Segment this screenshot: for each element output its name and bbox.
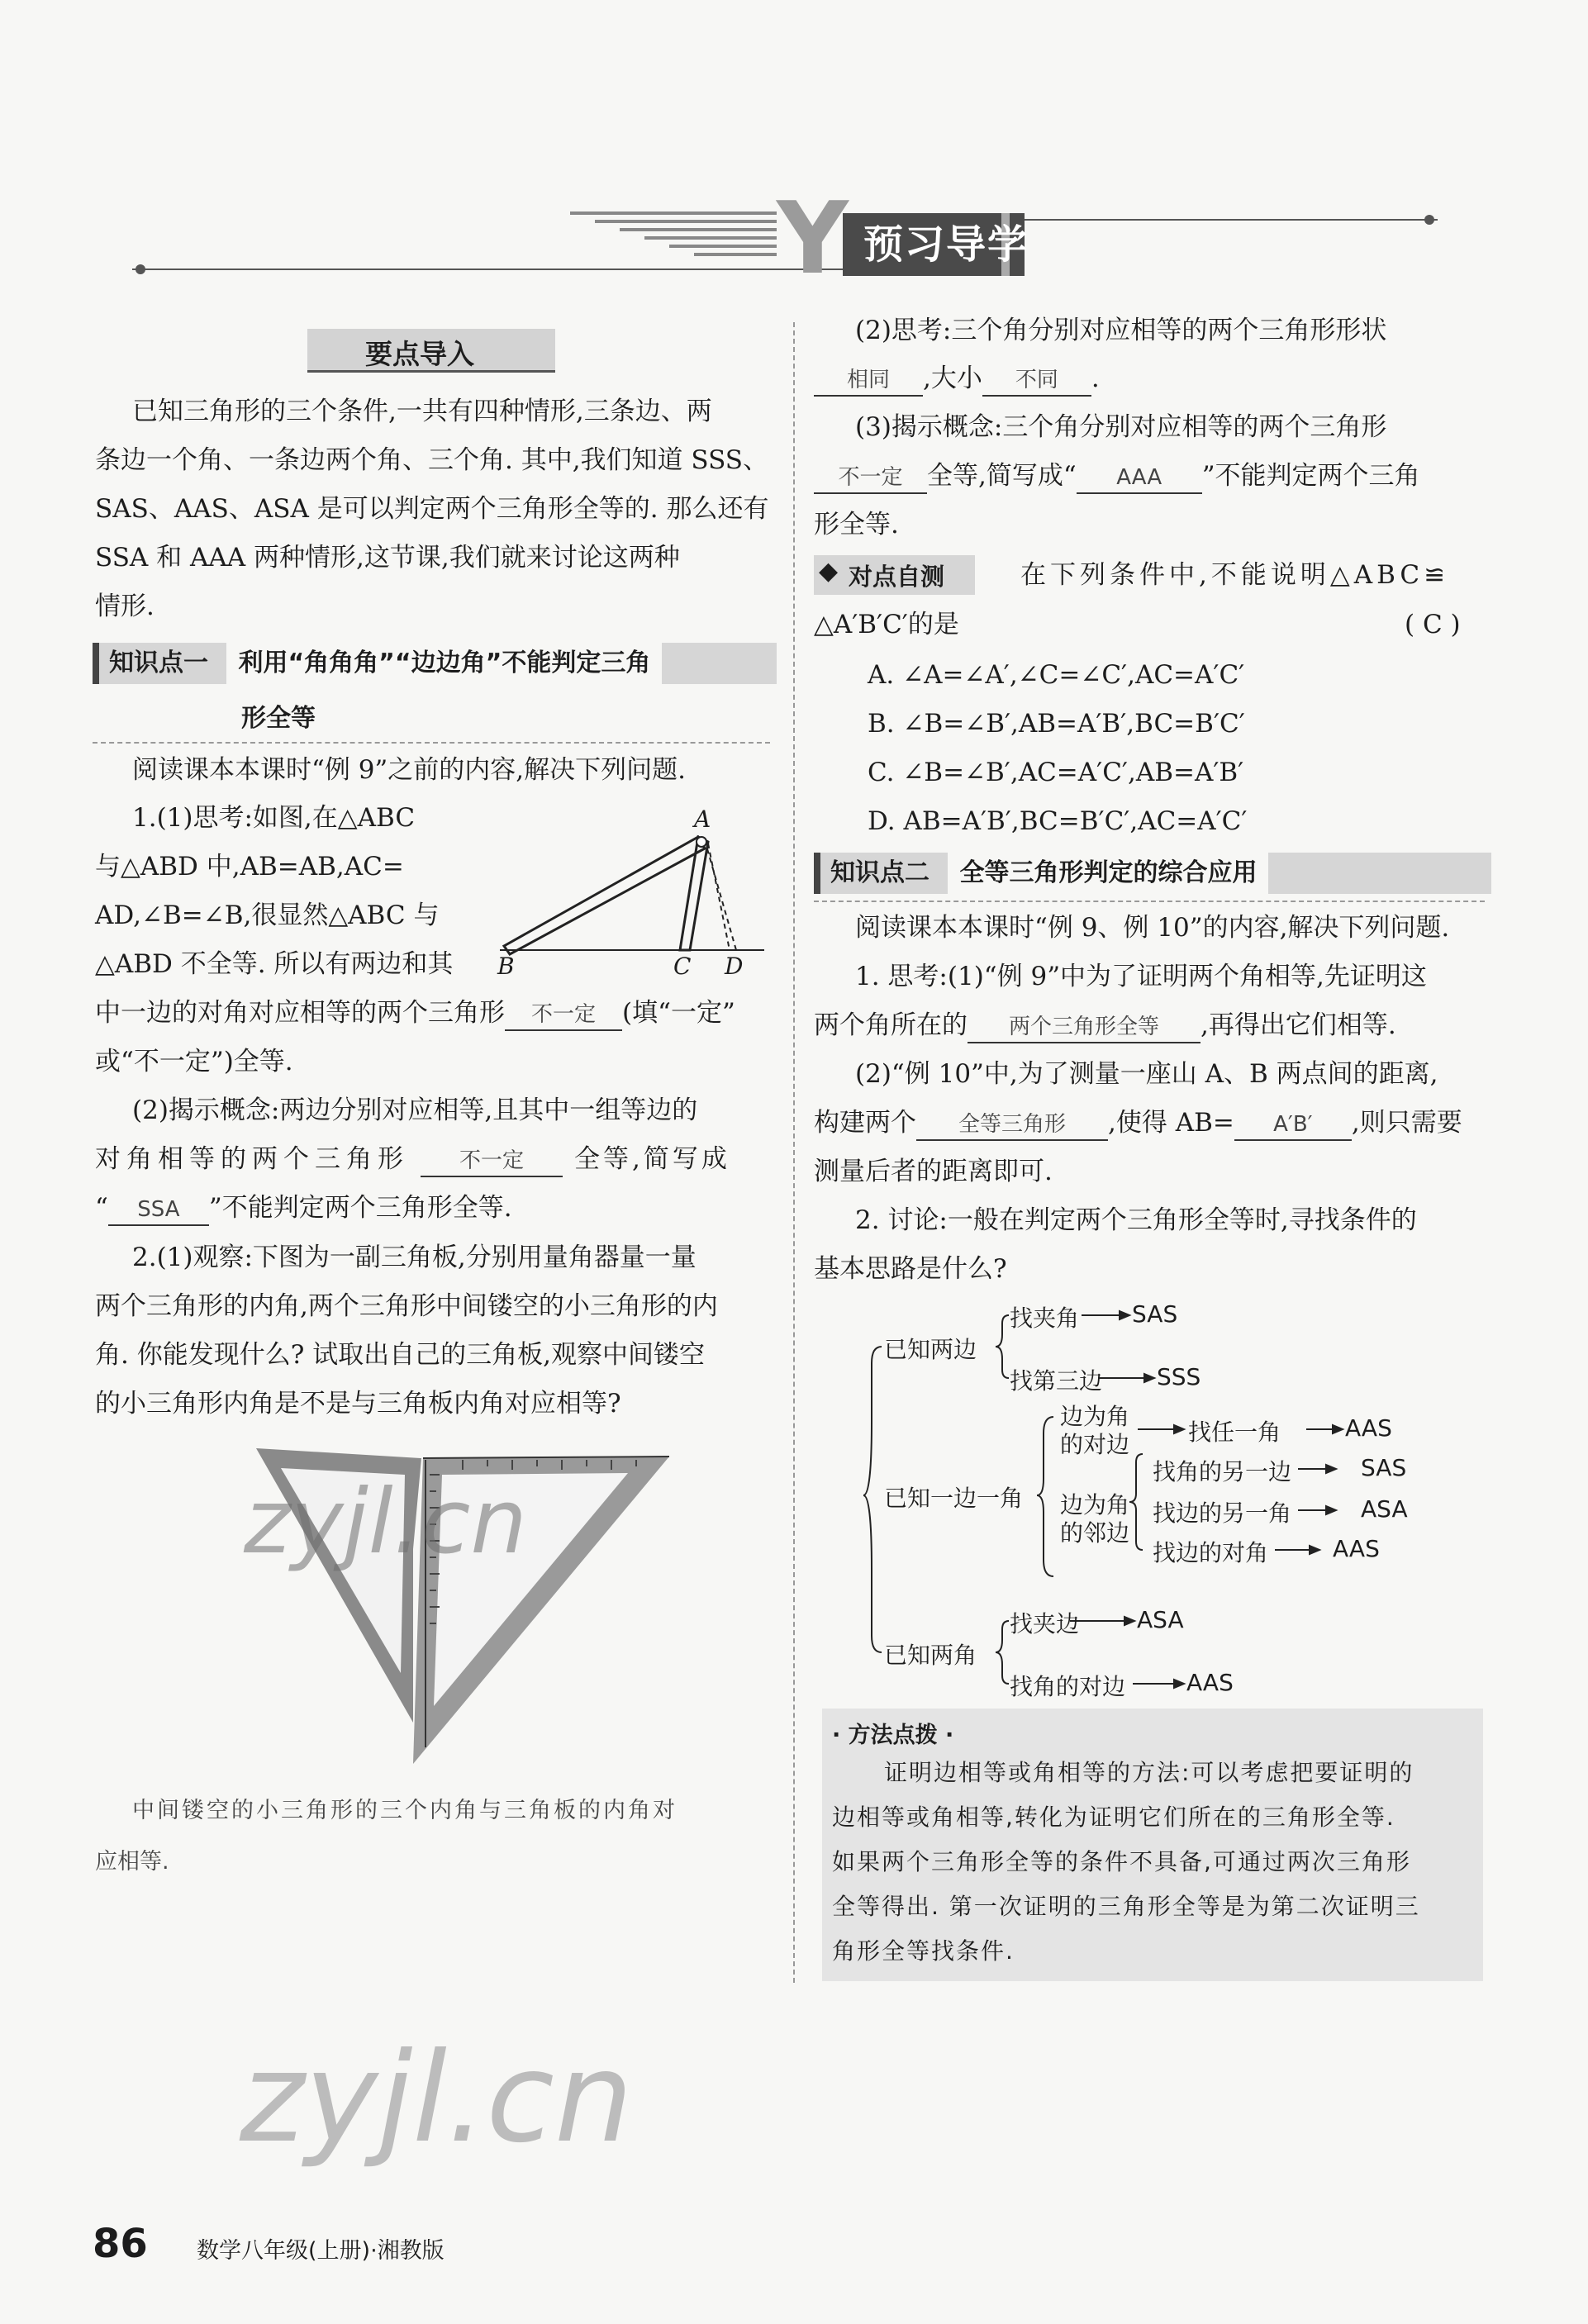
column-divider: [793, 322, 795, 1983]
kp2-header: [814, 853, 1491, 894]
fig-label-D: D: [725, 953, 744, 980]
diamond-icon: ◆: [819, 557, 839, 586]
method-line: 边相等或角相等,转化为证明它们所在的三角形全等.: [832, 1804, 1395, 1831]
k2-answer-blank-1: 全等三角形: [916, 1110, 1108, 1141]
kp1-title: 利用“角角角”“边边角”不能判定三角: [226, 643, 662, 684]
intro-title-box: [307, 329, 555, 373]
watermark-small: zyjl.cn: [244, 1471, 527, 1574]
k2-line3: 测量后者的距离即可.: [814, 1157, 1053, 1186]
tree-g2a-l2: 的对边: [1060, 1431, 1130, 1458]
tree-g2b-l2: 的邻边: [1060, 1519, 1130, 1547]
tree-g1b-result: SSS: [1157, 1363, 1201, 1390]
option-c: C. ∠B=∠B′,AC=A′C′,AB=A′B′: [868, 758, 1244, 787]
discuss-line1: 2. 讨论:一般在判定两个三角形全等时,寻找条件的: [855, 1205, 1417, 1235]
tree-g1: 已知两边: [884, 1336, 977, 1363]
tree-g2: 已知一边一角: [884, 1485, 1024, 1512]
kp1-header: [93, 643, 777, 684]
intro-line: 已知三角形的三个条件,一共有四种情形,三条边、两: [132, 397, 712, 426]
read-instruction-2: 阅读课本本课时“例 9、例 10”的内容,解决下列问题.: [855, 913, 1450, 943]
q2-line1: (2)揭示概念:两边分别对应相等,且其中一组等边的: [132, 1095, 698, 1125]
k1-line1: 1. 思考:(1)“例 9”中为了证明两个角相等,先证明这: [855, 962, 1427, 991]
k2-line1: (2)“例 10”中,为了测量一座山 A、B 两点间的距离,: [855, 1059, 1438, 1089]
kp2-tag: 知识点二: [830, 858, 930, 887]
q1-line: 1.(1)思考:如图,在△ABC: [132, 803, 416, 833]
q2-text: 对角相等的两个三角形: [95, 1144, 409, 1174]
method-line: 证明边相等或角相等的方法:可以考虑把要证明的: [884, 1759, 1414, 1786]
k1-text: ,再得出它们相等.: [1201, 1010, 1396, 1040]
tree-g3a: 找夹边: [1010, 1610, 1080, 1637]
option-a: A. ∠A=∠A′,∠C=∠C′,AC=A′C′: [868, 660, 1245, 690]
tree-g1a-result: SAS: [1132, 1300, 1178, 1328]
tree-g2b2: 找边的另一角: [1153, 1499, 1292, 1527]
tree-g2b3-result: AAS: [1333, 1535, 1380, 1562]
watermark-big: zyjl.cn: [240, 2027, 634, 2170]
r-q2-answer-1: 相同: [814, 365, 923, 397]
r-q3-text: 全等,简写成“: [927, 461, 1077, 491]
tree-g2b-l1: 边为角: [1060, 1491, 1130, 1518]
q2-text: “: [95, 1193, 108, 1223]
selftest-line2: △A′B′C′的是: [814, 610, 959, 639]
q1-line5: [95, 996, 735, 1031]
r-q2-text: .: [1091, 364, 1100, 393]
r-q3-line1: (3)揭示概念:三个角分别对应相等的两个三角形: [855, 412, 1387, 442]
photo-answer-line: 应相等.: [95, 1849, 169, 1875]
r-q3-line2: [814, 459, 1420, 494]
q2-text: 全等,简写成: [574, 1144, 730, 1174]
selftest-tag: 对点自测: [849, 563, 945, 591]
tree-g3: 已知两角: [884, 1642, 977, 1669]
tree-g2b3: 找边的对角: [1153, 1539, 1269, 1566]
page-number: 86: [93, 2221, 148, 2267]
header-banner: [132, 182, 1454, 297]
method-box: [822, 1709, 1483, 1981]
book-title: 数学八年级(上册)·湘教版: [197, 2238, 445, 2264]
k2-line2: [814, 1106, 1462, 1141]
option-b: B. ∠B=∠B′,AB=A′B′,BC=B′C′: [868, 709, 1245, 739]
k2-text: ,使得 AB=: [1108, 1108, 1234, 1138]
banner-letter: Y: [777, 182, 849, 297]
tree-g2a-cond: 找任一角: [1188, 1419, 1281, 1446]
selftest-line1: 在下列条件中,不能说明△ABC≌: [1020, 560, 1450, 590]
r-q3-text: ”不能判定两个三角: [1201, 461, 1420, 491]
fig-label-A: A: [694, 806, 711, 833]
q3-line: 两个三角形的内角,两个三角形中间镂空的小三角形的内: [95, 1291, 718, 1321]
r-q3-answer-1: 不一定: [814, 463, 927, 494]
option-d: D. AB=A′B′,BC=B′C′,AC=A′C′: [868, 806, 1248, 836]
r-q2-line2: [814, 362, 1100, 397]
kp1-tag: 知识点一: [109, 649, 208, 677]
r-q3-answer-2: AAA: [1077, 463, 1202, 494]
kp1-title-line2: 形全等: [241, 704, 316, 733]
q1-text: 中一边的对角对应相等的两个三角形: [95, 998, 505, 1028]
fig-label-C: C: [673, 953, 692, 980]
q1-text: (填“一定”: [622, 998, 735, 1028]
r-q2-line1: (2)思考:三个角分别对应相等的两个三角形形状: [855, 316, 1387, 345]
intro-line: SSA 和 AAA 两种情形,这节课,我们就来讨论这两种: [95, 543, 680, 573]
q3-line: 的小三角形内角是不是与三角板内角对应相等?: [95, 1389, 621, 1419]
q2-line3: [95, 1191, 512, 1226]
r-q2-text: ,大小: [923, 364, 982, 393]
tree-g1b: 找第三边: [1010, 1367, 1103, 1395]
q1-line: △ABD 不全等. 所以有两边和其: [95, 949, 454, 979]
k2-answer-blank-2: A′B′: [1234, 1110, 1352, 1141]
tree-g2a-result: AAS: [1345, 1414, 1392, 1442]
r-q2-answer-2: 不同: [982, 365, 1091, 397]
selftest-answer: ( C ): [1405, 610, 1461, 639]
tree-g2b1-result: SAS: [1361, 1454, 1407, 1481]
photo-answer-line: 中间镂空的小三角形的三个内角与三角板的内角对: [132, 1798, 678, 1823]
tree-g2a-l1: 边为角: [1060, 1403, 1130, 1430]
discuss-line2: 基本思路是什么?: [814, 1254, 1007, 1284]
intro-line: 条边一个角、一条边两个角、三个角. 其中,我们知道 SSS、: [95, 445, 769, 475]
q3-line: 2.(1)观察:下图为一副三角板,分别用量角器量一量: [132, 1243, 697, 1272]
selftest-tag-box: [814, 555, 975, 595]
q2-text: ”不能判定两个三角形全等.: [208, 1193, 512, 1223]
intro-title: 要点导入: [365, 338, 474, 370]
q3-line: 角. 你能发现什么? 试取出自己的三角板,观察中间镂空: [95, 1340, 706, 1370]
tree-g1a: 找夹角: [1010, 1305, 1080, 1332]
method-line: 角形全等找条件.: [832, 1937, 1015, 1965]
r-q3-line3: 形全等.: [814, 510, 899, 539]
tree-g3b: 找角的对边: [1010, 1673, 1126, 1700]
intro-line: 情形.: [95, 592, 155, 621]
q1-line: 与△ABD 中,AB=AB,AC=: [95, 852, 404, 882]
kp2-title: 全等三角形判定的综合应用: [948, 853, 1268, 894]
k1-answer-blank: 两个三角形全等: [968, 1012, 1201, 1043]
k2-text: ,则只需要: [1351, 1108, 1462, 1138]
fig-label-B: B: [497, 953, 515, 980]
method-line: 全等得出. 第一次证明的三角形全等是为第二次证明三: [832, 1893, 1420, 1920]
intro-line: SAS、AAS、ASA 是可以判定两个三角形全等的. 那么还有: [95, 494, 769, 524]
q1-line6: 或“不一定”)全等.: [95, 1047, 293, 1076]
q2-answer-blank-2: SSA: [108, 1195, 209, 1226]
tree-g2b2-result: ASA: [1361, 1495, 1408, 1523]
read-instruction-1: 阅读课本本课时“例 9”之前的内容,解决下列问题.: [132, 755, 686, 785]
method-title: · 方法点拨 ·: [832, 1723, 954, 1748]
kp1-rule: [93, 742, 770, 744]
q1-answer-blank: 不一定: [505, 1000, 622, 1031]
kp2-rule: [814, 901, 1485, 902]
tree-g3a-result: ASA: [1137, 1606, 1184, 1633]
method-line: 如果两个三角形全等的条件不具备,可通过两次三角形: [832, 1848, 1411, 1875]
k1-line2: [814, 1009, 1396, 1043]
tree-g2b1: 找角的另一边: [1153, 1458, 1292, 1485]
tree-g3b-result: AAS: [1186, 1669, 1234, 1696]
q2-line2: [95, 1143, 730, 1177]
k1-text: 两个角所在的: [814, 1010, 968, 1040]
k2-text: 构建两个: [814, 1108, 916, 1138]
banner-title: 预习导学: [863, 221, 1029, 268]
q2-answer-blank: 不一定: [421, 1146, 563, 1177]
q1-line: AD,∠B=∠B,很显然△ABC 与: [95, 901, 440, 930]
